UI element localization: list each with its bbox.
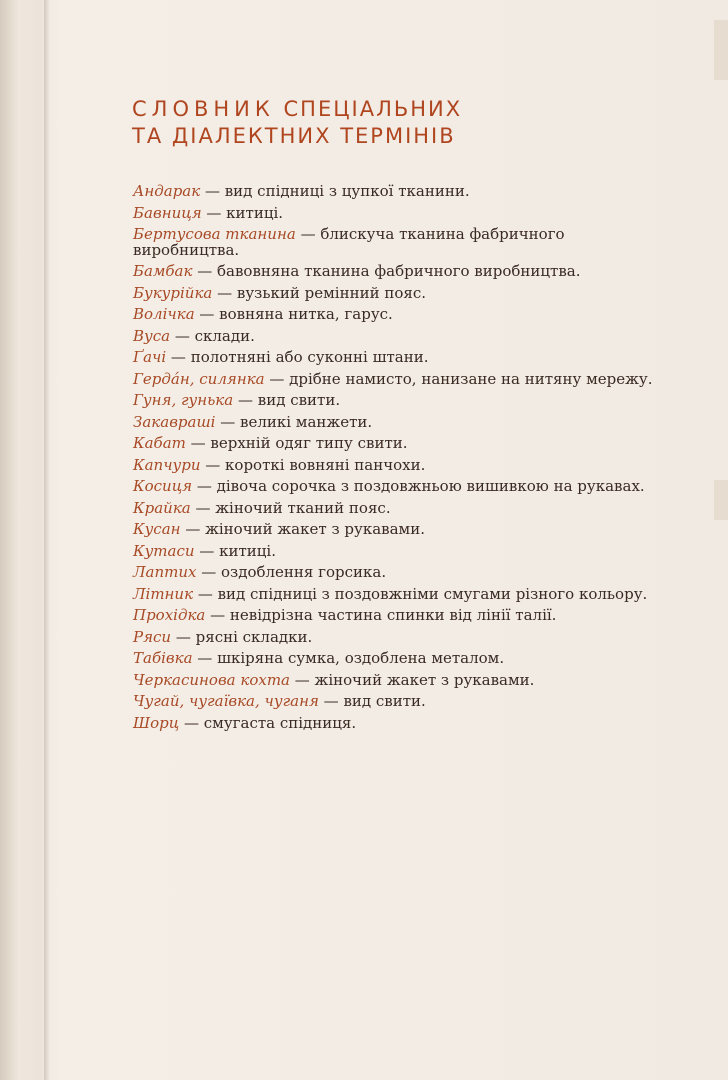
glossary-term: Черкасинова кохта [133,670,291,689]
glossary-definition: — великі манжети. [215,412,373,431]
glossary-definition: — полотняні або суконні штани. [166,348,429,366]
glossary-term: Табівка [133,649,193,667]
glossary-entry [133,393,653,409]
glossary-definition: — вид спідниці з поздовжніми смугами різного кольору. [193,584,648,603]
glossary-entry [133,694,653,710]
glossary-entry [133,670,653,689]
glossary-definition: — оздоблення горсика. [196,563,387,581]
glossary-definition: — жіночий жакет з рукавами. [180,520,425,538]
paper-stain [714,480,728,520]
glossary-definition: — вид свити. [233,391,341,409]
glossary-definition: — рясні складки. [171,627,313,646]
glossary-term: Андарак [133,182,201,200]
glossary-entry [133,264,653,280]
glossary-definition: — китиці. [201,203,284,222]
glossary-entry [133,608,653,624]
glossary-definition: — короткі вовняні панчохи. [200,455,426,474]
glossary-term: Літник [133,584,194,603]
glossary-term: Бавниця [133,203,202,222]
glossary-definition: — дівоча сорочка з поздовжньою вишивкою на рукавах. [192,477,645,495]
glossary-definition: — склади. [170,326,255,345]
glossary-definition: — вузький ремінний пояс. [212,283,426,302]
glossary-definition: — дрібне намисто, нанизане на нитяну мережу. [264,369,653,388]
glossary-definition: — бавовняна тканина фабричного виробництва. [192,262,581,280]
glossary-term: Вуса [133,326,171,345]
glossary-definition: — блискуча тканина фабричного виробництва. [133,225,565,259]
glossary-term: Кутаси [133,541,195,560]
title-word-1: СЛОВНИК [132,97,275,121]
glossary-definition: — вовняна нитка, гарус. [194,305,393,323]
page-title [132,96,692,150]
glossary-entry [133,627,653,646]
glossary-term: Букурійка [133,283,213,302]
glossary-entry [133,479,653,495]
glossary-term: Бамбак [133,262,193,280]
glossary-entry [133,350,653,366]
glossary-term: Ряси [133,627,172,646]
glossary-entry [133,326,653,345]
title-word-2: СПЕЦІАЛЬНИХ [274,97,463,121]
glossary-definition: — вид свити. [318,692,426,710]
glossary-term: Волічка [133,305,195,323]
glossary-definition: — невідрізна частина спинки від лінії талії. [205,606,557,624]
glossary-entry [133,227,653,258]
glossary-list [133,184,653,737]
glossary-term: Кусан [133,520,181,538]
glossary-entry [133,436,653,452]
glossary-entry [133,565,653,581]
glossary-term: Крайка [133,498,191,517]
glossary-definition: — смугаста спідниця. [179,713,357,732]
glossary-entry [133,184,653,200]
glossary-entry [133,455,653,474]
glossary-entry [133,522,653,538]
glossary-term: Шорц [133,713,180,732]
glossary-term: Закавраші [133,412,216,431]
spine-shadow [44,0,50,1080]
glossary-entry [133,541,653,560]
paper-stain [714,20,728,80]
glossary-definition: — шкіряна сумка, оздоблена металом. [192,649,505,667]
glossary-definition: — верхній одяг типу свити. [185,434,408,452]
glossary-term: Прохідка [133,606,206,624]
glossary-entry [133,584,653,603]
glossary-term: Косиця [133,477,193,495]
glossary-entry [133,369,653,388]
glossary-entry [133,203,653,222]
glossary-term: Бертусова тканина [133,225,296,243]
glossary-definition: — жіночий тканий пояс. [190,498,391,517]
glossary-entry [133,307,653,323]
glossary-entry [133,283,653,302]
glossary-term: Лаптих [133,563,197,581]
glossary-definition: — китиці. [194,541,276,560]
glossary-entry [133,498,653,517]
title-line-1 [132,97,462,121]
glossary-term: Капчури [133,455,201,474]
glossary-term: Гердáн, силянка [133,369,265,388]
glossary-term: Чугай, чугаївка, чуганя [133,692,319,710]
page-fold-edge [0,0,18,1080]
glossary-definition: — вид спідниці з цупкої тканини. [200,182,470,200]
glossary-entry [133,412,653,431]
glossary-term: Ґачі [133,348,167,366]
glossary-definition: — жіночий жакет з рукавами. [290,670,535,689]
title-line-2: ТА ДІАЛЕКТНИХ ТЕРМІНІВ [132,124,456,148]
glossary-term: Кабат [133,434,186,452]
glossary-term: Гуня, гунька [133,391,234,409]
glossary-entry [133,713,653,732]
glossary-entry [133,651,653,667]
